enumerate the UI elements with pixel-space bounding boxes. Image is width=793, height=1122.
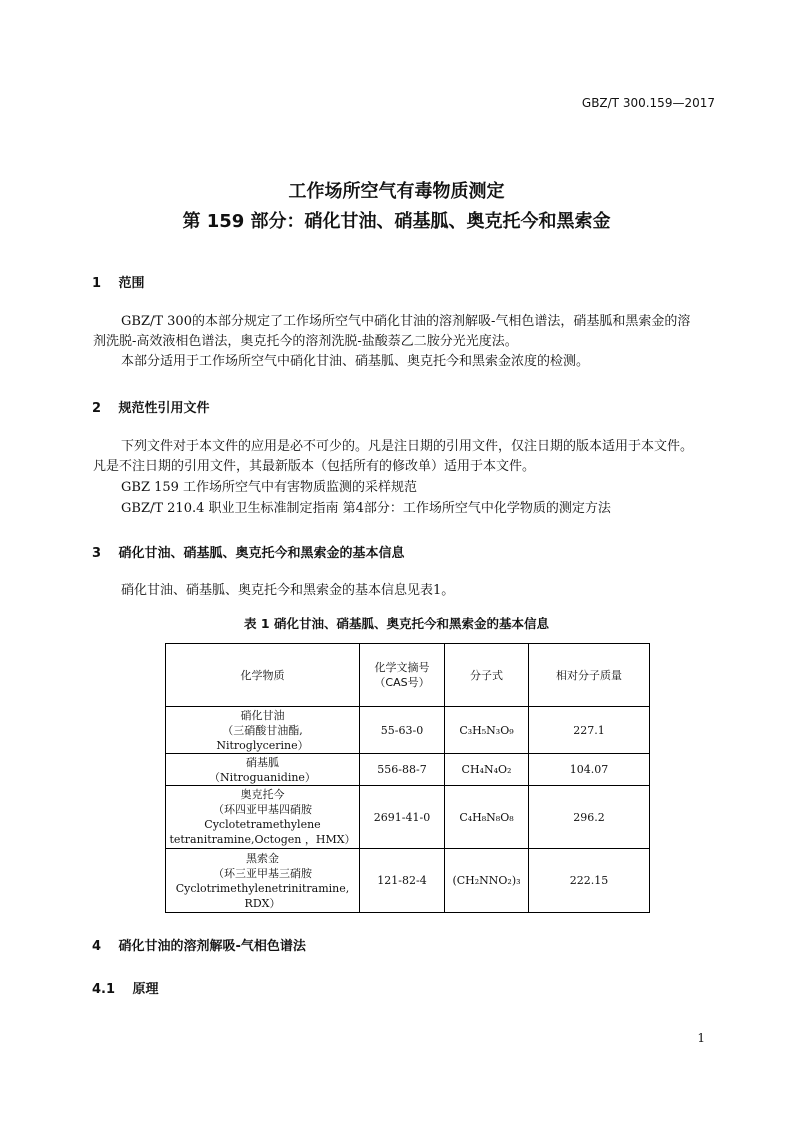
section-title: 规范性引用文件 (118, 401, 210, 416)
header-substance: 化学物质 (166, 644, 360, 707)
substance-line: RDX） (244, 896, 281, 910)
mw-cell: 296.2 (529, 786, 650, 849)
cas-cell: 556-88-7 (360, 754, 445, 786)
header-formula: 分子式 (445, 644, 529, 707)
section-number: 1 (92, 276, 102, 291)
section-1-heading (92, 272, 145, 291)
basic-info-table (165, 643, 650, 913)
table-header-row (166, 644, 650, 707)
reference-item: GBZ/T 210.4 职业卫生标准制定指南 第4部分：工作场所空气中化学物质的测定方法 (121, 501, 611, 516)
section-4-1-heading (92, 978, 159, 997)
substance-line: （环四亚甲基四硝胺 (213, 803, 312, 816)
section-title: 原理 (132, 982, 159, 997)
table-row (166, 707, 650, 754)
cas-cell: 121-82-4 (360, 849, 445, 913)
paragraph: 下列文件对于本文件的应用是必不可少的。凡是注日期的引用文件，仅注日期的版本适用于本文件。 (121, 439, 694, 454)
paragraph: 本部分适用于工作场所空气中硝化甘油、硝基胍、奥克托今和黑索金浓度的检测。 (121, 354, 590, 369)
section-number: 2 (92, 401, 102, 416)
document-title: 工作场所空气有毒物质测定 (288, 181, 505, 202)
formula-cell: CH₄N₄O₂ (445, 754, 529, 786)
formula-cell: C₃H₅N₃O₉ (445, 707, 529, 754)
substance-line: Cyclotrimethylenetrinitramine, (175, 881, 350, 895)
substance-line: （环三亚甲基三硝胺 (213, 866, 312, 880)
section-4-heading (92, 935, 306, 954)
substance-cell (166, 786, 360, 849)
header-cas-line: （CAS号） (374, 676, 430, 689)
substance-cell (166, 849, 360, 913)
substance-cell (166, 754, 360, 786)
document-subtitle: 第 159 部分：硝化甘油、硝基胍、奥克托今和黑索金 (182, 211, 611, 232)
table-row (166, 754, 650, 786)
header-cas-line: 化学文摘号 (374, 661, 430, 674)
cas-cell: 55-63-0 (360, 707, 445, 754)
table-row (166, 849, 650, 913)
header-mw: 相对分子质量 (529, 644, 650, 707)
mw-cell: 227.1 (529, 707, 650, 754)
paragraph: 凡是不注日期的引用文件，其最新版本（包括所有的修改单）适用于本文件。 (93, 459, 536, 474)
section-title: 范围 (118, 276, 145, 291)
section-title: 硝化甘油的溶剂解吸-气相色谱法 (118, 939, 306, 954)
mw-cell: 222.15 (529, 849, 650, 913)
section-number: 4 (92, 939, 102, 954)
substance-line: 硝基胍 (246, 755, 279, 769)
substance-line: Cyclotetramethylene (204, 818, 321, 831)
table-row (166, 786, 650, 849)
substance-line: tetranitramine,Octogen ，HMX） (169, 833, 356, 846)
paragraph: GBZ/T 300的本部分规定了工作场所空气中硝化甘油的溶剂解吸-气相色谱法，硝基胍和黑索金的溶 (121, 314, 691, 329)
section-number: 4.1 (92, 982, 116, 997)
table-caption: 表 1 硝化甘油、硝基胍、奥克托今和黑索金的基本信息 (244, 616, 549, 631)
header-cas (360, 644, 445, 707)
paragraph: 硝化甘油、硝基胍、奥克托今和黑索金的基本信息见表1。 (121, 583, 455, 598)
formula-cell: (CH₂NNO₂)₃ (445, 849, 529, 913)
substance-line: （Nitroguanidine） (209, 770, 316, 784)
section-3-heading (92, 542, 405, 561)
section-number: 3 (92, 546, 102, 561)
substance-line: 奥克托今 (240, 788, 285, 801)
section-title: 硝化甘油、硝基胍、奥克托今和黑索金的基本信息 (118, 546, 405, 561)
formula-cell: C₄H₈N₈O₈ (445, 786, 529, 849)
cas-cell: 2691-41-0 (360, 786, 445, 849)
page-number: 1 (697, 1031, 705, 1045)
substance-line: 黑索金 (246, 851, 279, 865)
standard-code: GBZ/T 300.159—2017 (581, 96, 715, 110)
substance-line: 硝化甘油 (240, 708, 285, 722)
paragraph: 剂洗脱-高效液相色谱法，奥克托今的溶剂洗脱-盐酸萘乙二胺分光光度法。 (93, 334, 518, 349)
substance-line: Nitroglycerine） (216, 738, 309, 752)
reference-item: GBZ 159 工作场所空气中有害物质监测的采样规范 (121, 480, 418, 495)
mw-cell: 104.07 (529, 754, 650, 786)
substance-cell (166, 707, 360, 754)
substance-line: （三硝酸甘油酯, (222, 723, 303, 737)
section-2-heading (92, 397, 210, 416)
